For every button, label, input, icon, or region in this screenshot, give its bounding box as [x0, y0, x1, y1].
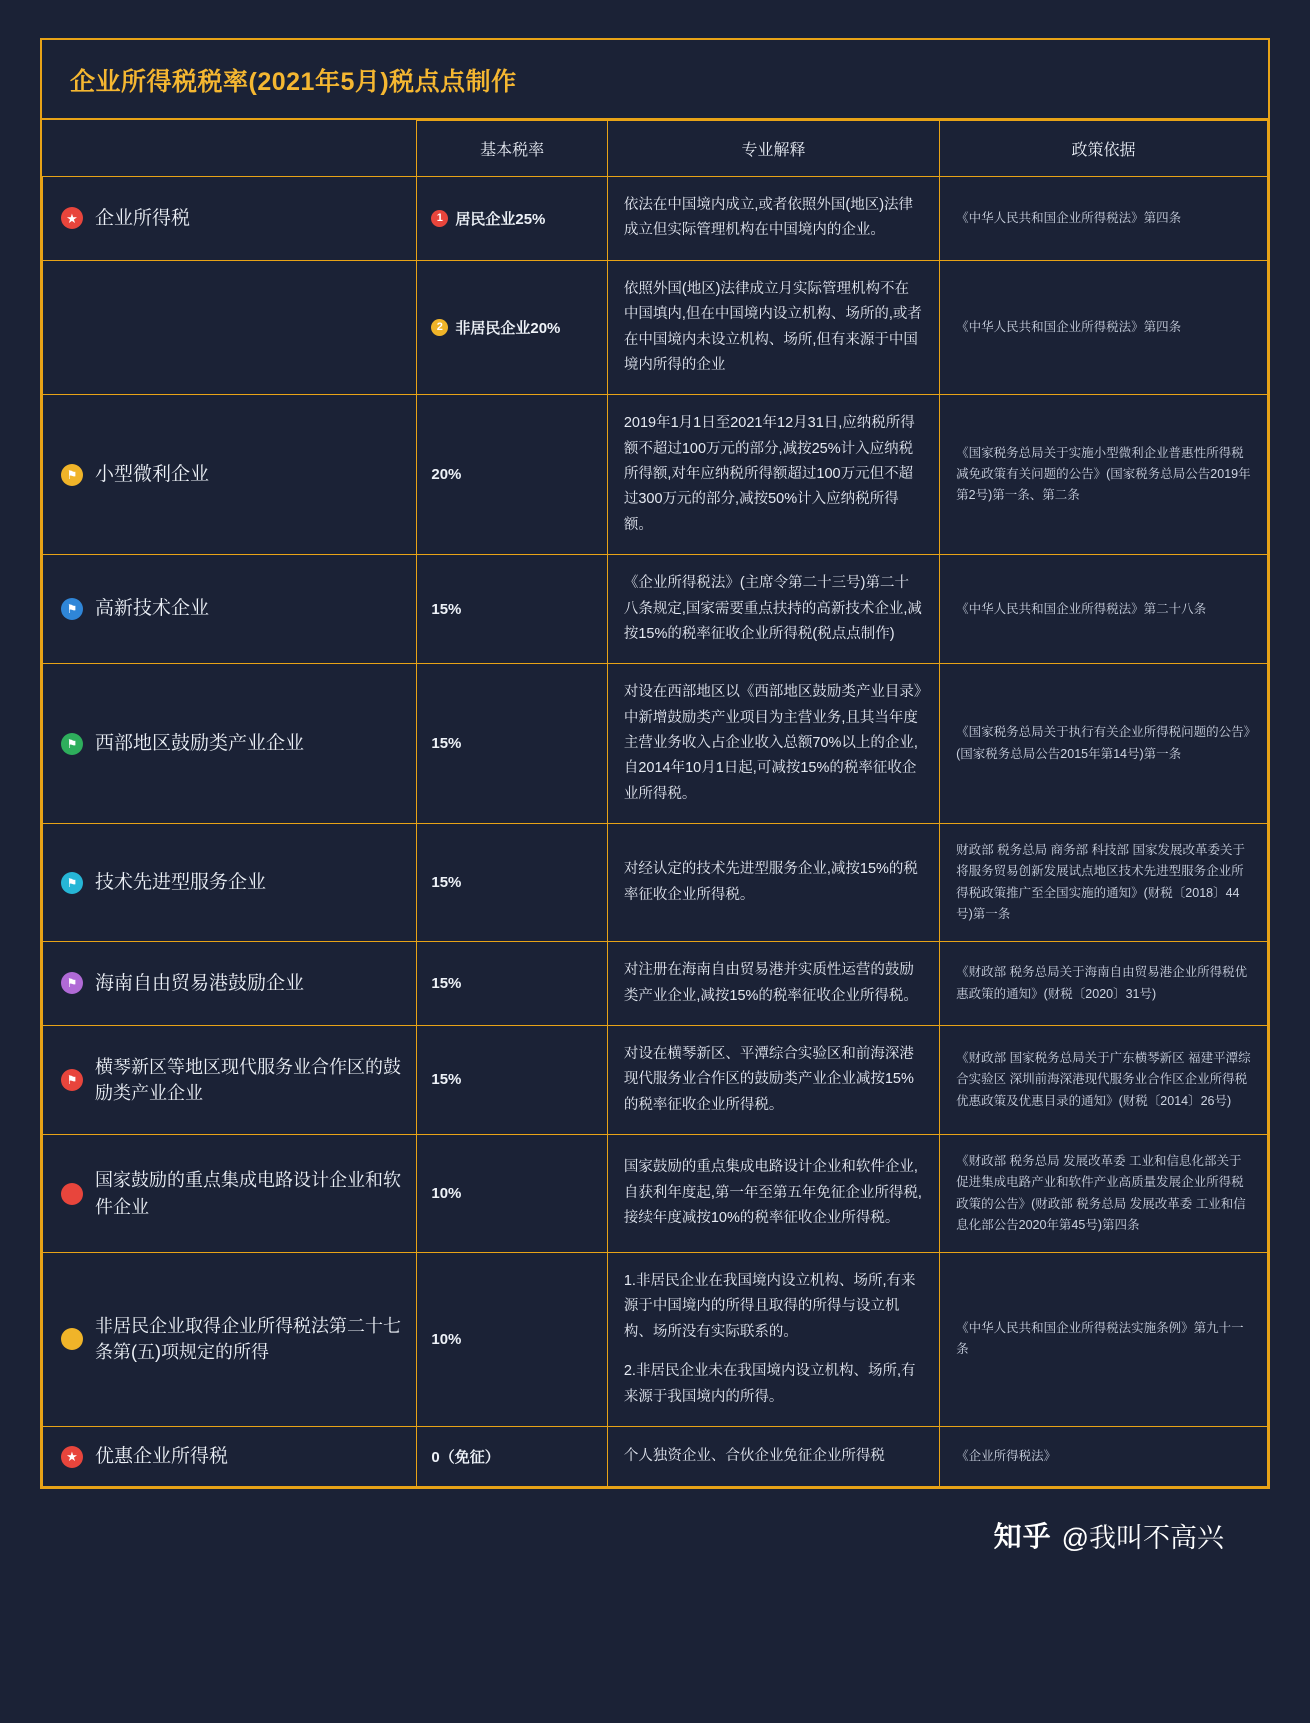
tax-type-label: 海南自由贸易港鼓励企业	[95, 972, 305, 994]
explanation-paragraph: 1.非居民企业在我国境内设立机构、场所,有来源于中国境内的所得且取得的所得与设立机构、场所没有实际联系的。	[623, 1273, 916, 1340]
explanation-cell	[607, 395, 939, 555]
flag-icon	[61, 464, 83, 486]
policy-cell: 《国家税务总局关于实施小型微利企业普惠性所得税减免政策有关问题的公告》(国家税务总局公告2019年第2号)第一条、第二条	[940, 395, 1268, 555]
tax-type-cell	[43, 1253, 417, 1427]
tax-rate-cell	[417, 1253, 608, 1427]
tax-rate-cell	[417, 555, 608, 664]
policy-cell: 财政部 税务总局 商务部 科技部 国家发展改革委关于将服务贸易创新发展试点地区技术先进型服务企业所得税政策推广至全国实施的通知》(财税〔2018〕44号)第一条	[940, 824, 1268, 942]
table-row	[43, 1025, 1268, 1134]
rate-number-badge: 1	[431, 210, 448, 227]
footer	[40, 1489, 1270, 1581]
policy-cell: 《中华人民共和国企业所得税法》第四条	[940, 177, 1268, 261]
policy-cell: 《中华人民共和国企业所得税法实施条例》第九十一条	[940, 1253, 1268, 1427]
tax-type-cell	[43, 1135, 417, 1253]
tax-type-cell	[43, 1025, 417, 1134]
explanation-paragraph: 《企业所得税法》(主席令第二十三号)第二十八条规定,国家需要重点扶持的高新技术企业,减按15%的税率征收企业所得税(税点点制作)	[623, 575, 922, 642]
tax-rate-value: 15%	[431, 975, 462, 992]
table-row	[43, 260, 1268, 395]
table-row	[43, 1253, 1268, 1427]
explanation-paragraph: 对经认定的技术先进型服务企业,减按15%的税率征收企业所得税。	[623, 861, 918, 903]
policy-cell: 《财政部 税务总局 发展改革委 工业和信息化部关于促进集成电路产业和软件产业高质量发展企业所得税政策的公告》(财政部 税务总局 发展改革委 工业和信息化部公告2020年第45号)第四条	[940, 1135, 1268, 1253]
zhihu-watermark	[994, 1515, 1224, 1555]
tax-type-cell	[43, 395, 417, 555]
tax-rate-table	[42, 120, 1268, 1487]
tax-type-label: 优惠企业所得税	[95, 1445, 229, 1467]
tax-rate-value: 非居民企业20%	[455, 320, 561, 337]
tax-type-label: 企业所得税	[95, 207, 191, 229]
card-title-bar	[42, 40, 1268, 120]
table-head	[43, 121, 1268, 177]
explanation-paragraph: 对设在西部地区以《西部地区鼓励类产业目录》中新增鼓励类产业项目为主营业务,且其当年度主营业务收入占企业收入总额70%以上的企业,自2014年10月1日起,可减按15%的税率征收企业所得税。	[623, 684, 922, 802]
tax-type-cell	[43, 664, 417, 824]
table-row	[43, 395, 1268, 555]
tax-rate-card	[40, 38, 1270, 1489]
explanation-cell	[607, 555, 939, 664]
table-row	[43, 664, 1268, 824]
tax-type-cell	[43, 260, 417, 395]
column-header-explanation: 专业解释	[607, 121, 939, 177]
flag-icon	[61, 972, 83, 994]
tax-type-label: 技术先进型服务企业	[95, 871, 267, 893]
explanation-cell	[607, 1426, 939, 1487]
explanation-paragraph: 对设在横琴新区、平潭综合实验区和前海深港现代服务业合作区的鼓励类产业企业减按15%的税率征收企业所得税。	[623, 1045, 914, 1113]
table-body	[43, 177, 1268, 1487]
tax-type-cell	[43, 1426, 417, 1487]
tax-type-label: 高新技术企业	[95, 598, 210, 620]
flag-icon	[61, 733, 83, 755]
zhihu-username: @我叫不高兴	[1061, 1522, 1224, 1553]
tax-rate-value: 0（免征）	[431, 1449, 500, 1467]
tax-rate-cell	[417, 395, 608, 555]
column-header-blank	[43, 121, 417, 177]
table-row	[43, 942, 1268, 1026]
policy-cell: 《财政部 税务总局关于海南自由贸易港企业所得税优惠政策的通知》(财税〔2020〕31号)	[940, 942, 1268, 1026]
tax-rate-cell	[417, 1135, 608, 1253]
tax-rate-value: 15%	[431, 1071, 462, 1089]
tax-rate-value: 15%	[431, 600, 462, 618]
policy-cell: 《企业所得税法》	[940, 1426, 1268, 1487]
explanation-cell	[607, 1025, 939, 1134]
policy-cell: 《财政部 国家税务总局关于广东横琴新区 福建平潭综合实验区 深圳前海深港现代服务业合作区企业所得税优惠政策及优惠目录的通知》(财税〔2014〕26号)	[940, 1025, 1268, 1134]
explanation-paragraph: 依法在中国境内成立,或者依照外国(地区)法律成立但实际管理机构在中国境内的企业。	[623, 197, 914, 239]
explanation-cell	[607, 1135, 939, 1253]
tax-rate-cell	[417, 1426, 608, 1487]
explanation-paragraph: 对注册在海南自由贸易港并实质性运营的鼓励类产业企业,减按15%的税率征收企业所得税。	[623, 962, 918, 1004]
explanation-cell	[607, 1253, 939, 1427]
tax-rate-cell	[417, 942, 608, 1026]
tax-rate-value: 居民企业25%	[455, 210, 546, 228]
tax-rate-cell	[417, 1025, 608, 1134]
tax-rate-value: 10%	[431, 1185, 462, 1202]
tax-type-label: 非居民企业取得企业所得税法第二十七条第(五)项规定的所得	[95, 1316, 401, 1363]
flag-icon	[61, 598, 83, 620]
flag-icon	[61, 872, 83, 894]
page-title: 企业所得税税率(2021年5月)税点点制作	[70, 68, 517, 96]
star-icon	[61, 1446, 83, 1468]
tax-type-label: 横琴新区等地区现代服务业合作区的鼓励类产业企业	[95, 1056, 401, 1103]
explanation-cell	[607, 824, 939, 942]
tax-type-cell	[43, 942, 417, 1026]
column-header-policy: 政策依据	[940, 121, 1268, 177]
tax-type-label: 国家鼓励的重点集成电路设计企业和软件企业	[95, 1170, 401, 1217]
tax-rate-cell	[417, 824, 608, 942]
explanation-paragraph: 2.非居民企业未在我国境内设立机构、场所,有来源于我国境内的所得。	[623, 1363, 916, 1405]
explanation-paragraph: 国家鼓励的重点集成电路设计企业和软件企业,自获利年度起,第一年至第五年免征企业所得税,接续年度减按10%的税率征收企业所得税。	[623, 1159, 922, 1227]
tax-type-cell	[43, 824, 417, 942]
tax-rate-cell	[417, 260, 608, 395]
table-row	[43, 1135, 1268, 1253]
tax-rate-value: 20%	[431, 466, 462, 484]
table-row	[43, 1426, 1268, 1487]
explanation-cell	[607, 942, 939, 1026]
explanation-paragraph: 2019年1月1日至2021年12月31日,应纳税所得额不超过100万元的部分,减按25%计入应纳税所得额,对年应纳税所得额超过100万元但不超过300万元的部分,减按50%计入应纳税所得额。	[623, 415, 915, 533]
explanation-cell	[607, 664, 939, 824]
tax-type-cell	[43, 177, 417, 261]
table-row	[43, 824, 1268, 942]
policy-cell: 《中华人民共和国企业所得税法》第二十八条	[940, 555, 1268, 664]
tax-rate-value: 15%	[431, 874, 462, 892]
policy-cell: 《中华人民共和国企业所得税法》第四条	[940, 260, 1268, 395]
dot-icon	[61, 1328, 83, 1350]
zhihu-logo: 知乎	[993, 1521, 1052, 1553]
tax-type-cell	[43, 555, 417, 664]
tax-type-label: 小型微利企业	[95, 463, 210, 485]
table-header-row	[43, 121, 1268, 177]
tax-type-label: 西部地区鼓励类产业企业	[95, 732, 305, 754]
tax-rate-cell	[417, 177, 608, 261]
explanation-cell	[607, 177, 939, 261]
explanation-paragraph: 依照外国(地区)法律成立月实际管理机构不在中国填内,但在中国境内设立机构、场所的,或者在中国境内未设立机构、场所,但有来源于中国境内所得的企业	[623, 280, 922, 373]
star-icon	[61, 207, 83, 229]
table-row	[43, 555, 1268, 664]
dot-icon	[61, 1183, 83, 1205]
rate-number-badge: 2	[431, 319, 448, 336]
table-row	[43, 177, 1268, 261]
tax-rate-cell	[417, 664, 608, 824]
policy-cell: 《国家税务总局关于执行有关企业所得税问题的公告》(国家税务总局公告2015年第14号)第一条	[940, 664, 1268, 824]
column-header-rate: 基本税率	[417, 121, 608, 177]
explanation-cell	[607, 260, 939, 395]
flag-icon	[61, 1069, 83, 1091]
tax-rate-value: 10%	[431, 1330, 462, 1348]
explanation-paragraph: 个人独资企业、合伙企业免征企业所得税	[623, 1447, 885, 1464]
tax-rate-value: 15%	[431, 735, 462, 753]
